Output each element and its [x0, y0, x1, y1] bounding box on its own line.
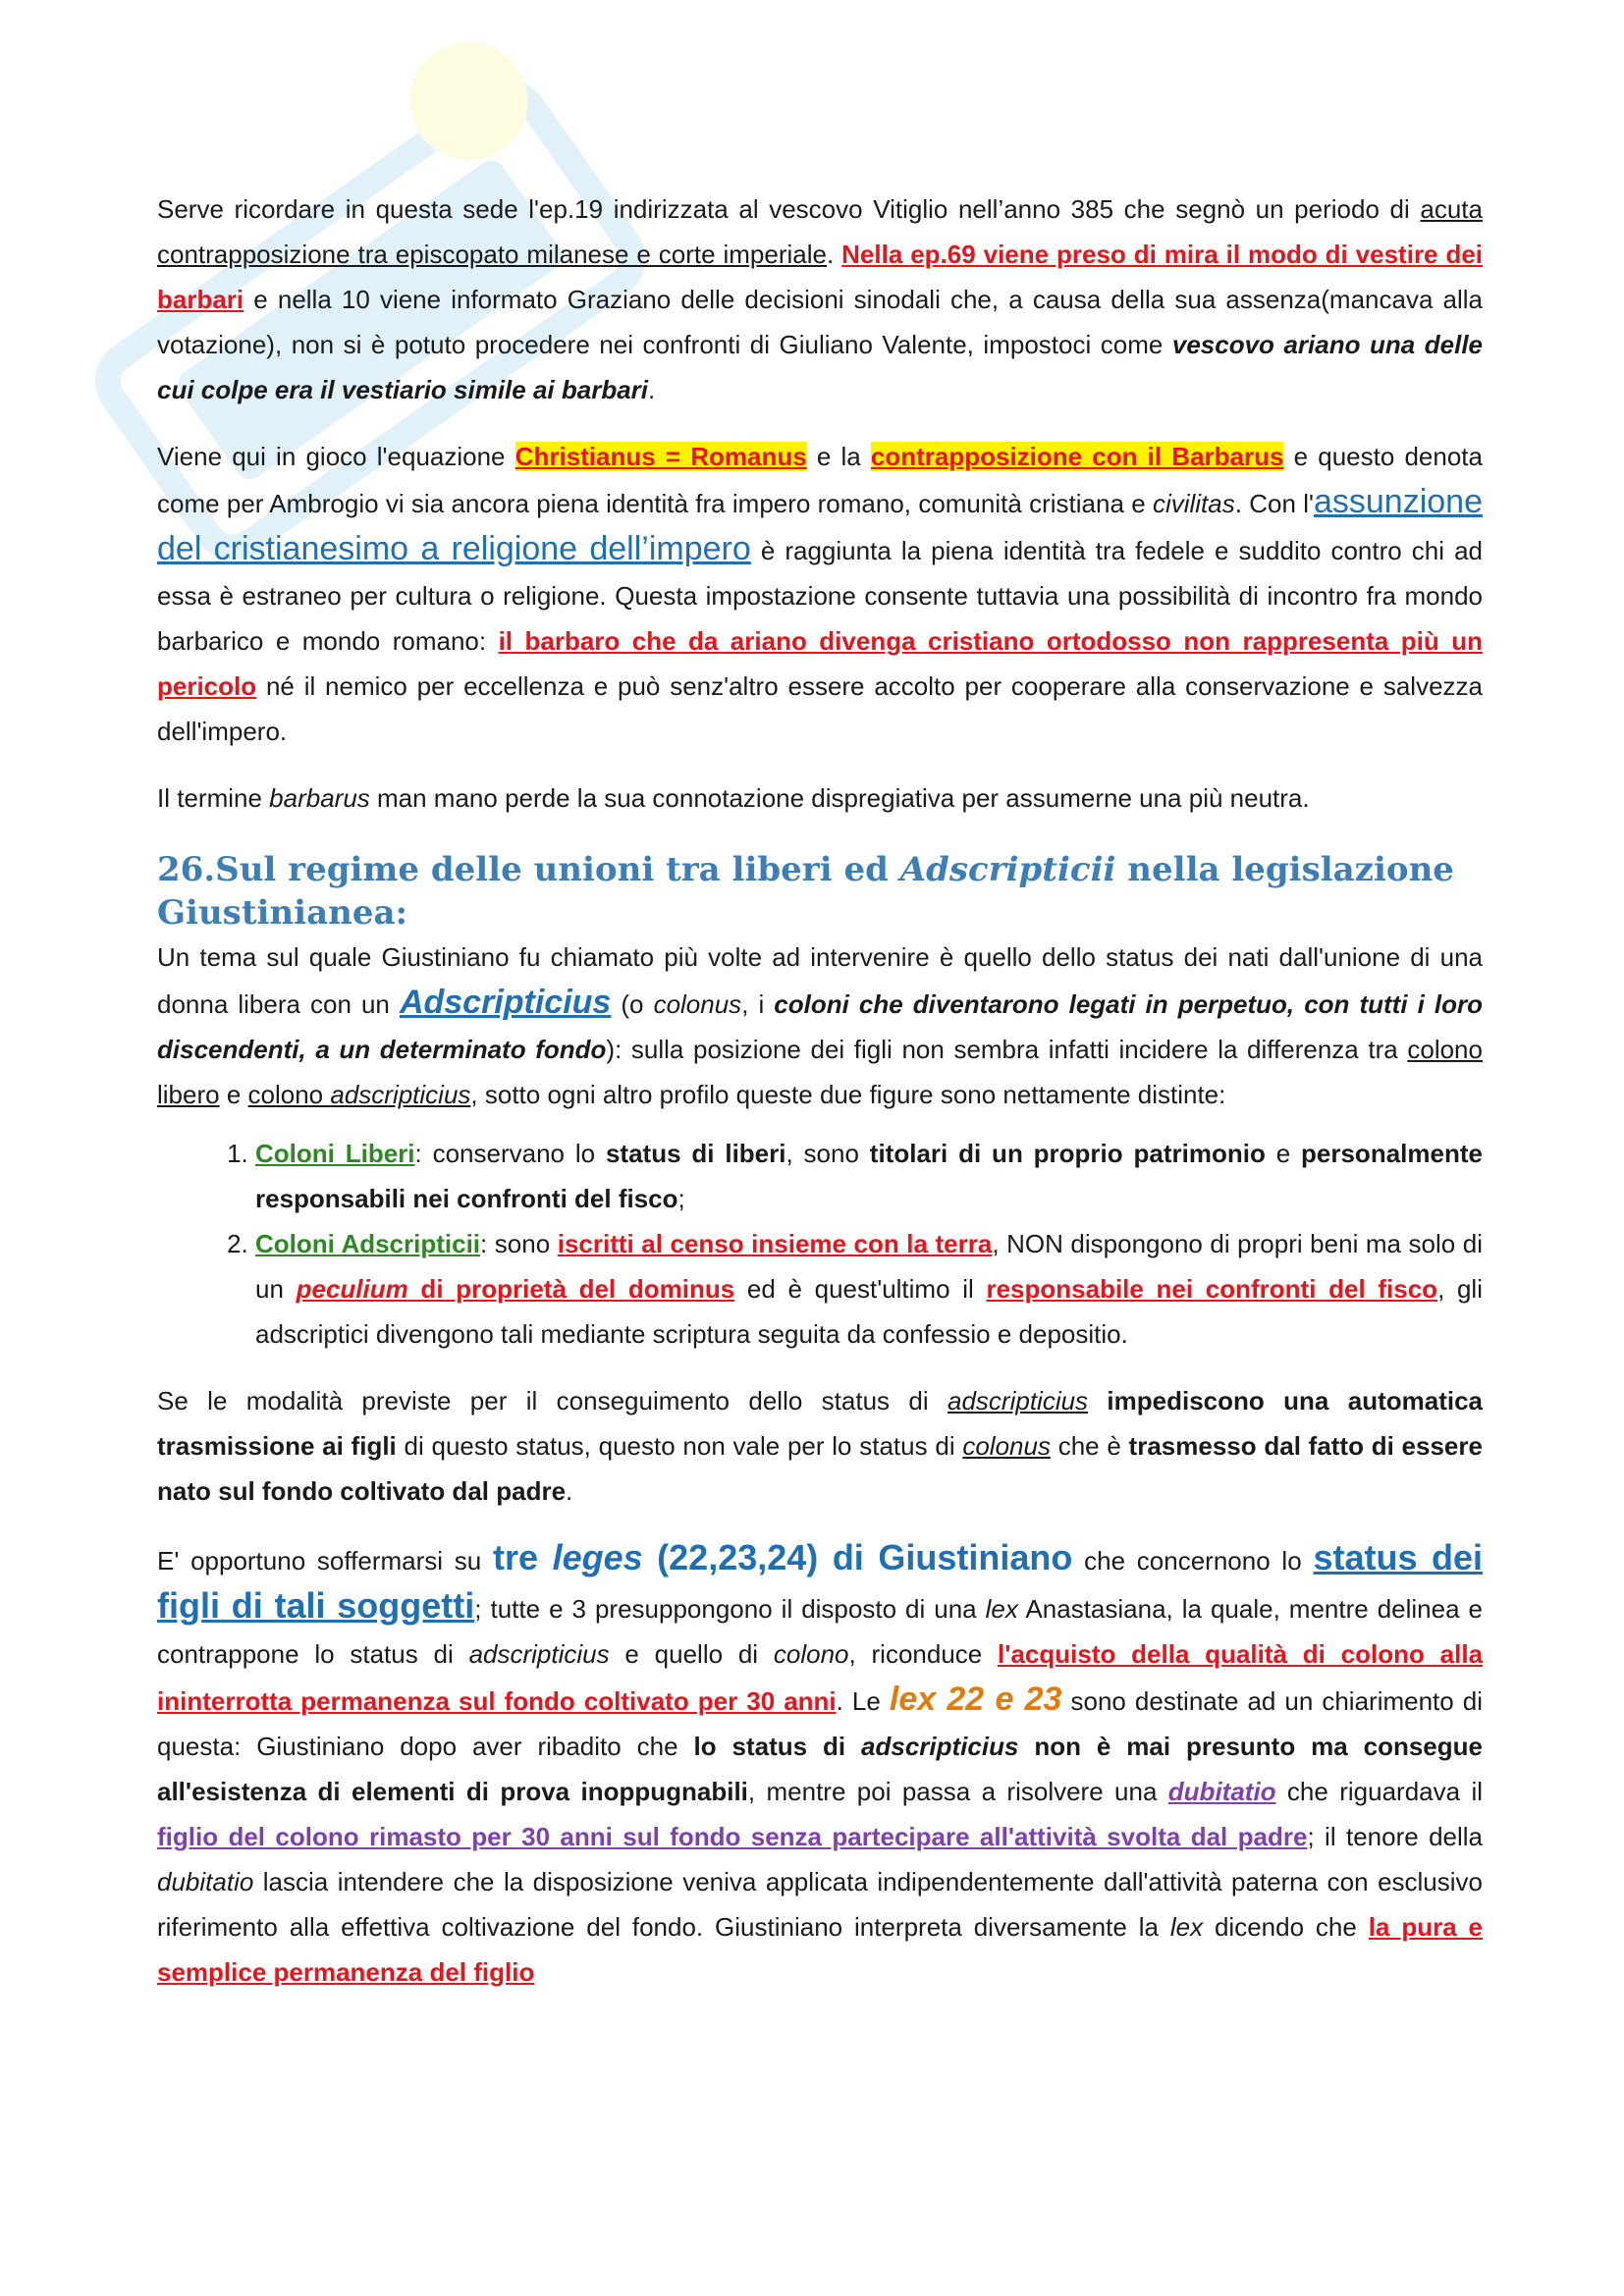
list-item: 1. Coloni Liberi: conservano lo status di liberi, sono titolari di un proprio patrimonio e personalmente responsabili nei confronti del fisco; — [255, 1131, 1483, 1221]
document-page — [157, 187, 1483, 1995]
paragraph-5: Se le modalità previste per il conseguimento dello status di adscripticius impediscono una automatica trasmissione ai figli di questo status, questo non vale per lo status di colonus che è trasmesso dal fatto di essere nato sul fondo coltivato dal padre. — [157, 1386, 1483, 1506]
list-item: 2. Coloni Adscripticii: sono iscritti al censo insieme con la terra, NON dispongono di propri beni ma solo di un peculium di proprietà del dominus ed è quest'ultimo il responsabile nei confronti del fisco, gli adscriptici divengono tali mediante scriptura seguita da confessio e depositio. — [255, 1221, 1483, 1357]
colonus-list — [157, 1131, 1483, 1357]
paragraph-1: Serve ricordare in questa sede l'ep.19 indirizzata al vescovo Vitiglio nell’anno 385 che segnò un periodo di acuta contrapposizione tra episcopato milanese e corte imperiale. Nella ep.69 viene preso di mira il modo di vestire dei barbari e nella 10 viene informato Graziano delle decisioni sinodali che, a causa della sua assenza(mancava alla votazione), non si è potuto procedere nei confronti di Giuliano Valente, impostoci come vescovo ariano una delle cui colpe era il vestiario simile ai barbari. — [157, 194, 1484, 404]
paragraph-2: Viene qui in gioco l'equazione Christianus = Romanus e la contrapposizione con il Barbarus e questo denota come per Ambrogio vi sia ancora piena identità fra impero romano, comunità cristiana e civilitas. Con l'assunzione del cristianesimo a religione dell’impero è raggiunta la piena identità tra fedele e suddito contro chi ad essa è estraneo per cultura o religione. Questa impostazione consente tuttavia una possibilità di incontro fra mondo barbarico e mondo romano: il barbaro che da ariano divenga cristiano ortodosso non rappresenta più un pericolo né il nemico per eccellenza e può senz'altro essere accolto per cooperare alla conservazione e salvezza dell'impero. — [157, 442, 1484, 746]
section-heading: 26.Sul regime delle unioni tra liberi ed Adscripticii nella legislazione Giustinianea: — [157, 850, 1454, 933]
paragraph-3: Il termine barbarus man mano perde la sua connotazione dispregiativa per assumerne una più neutra. — [157, 783, 1310, 813]
paragraph-4: Un tema sul quale Giustiniano fu chiamato più volte ad intervenire è quello dello status dei nati dall'unione di una donna libera con un Adscripticius (o colonus, i coloni che diventarono legati in perpetuo, con tutti i loro discendenti, a un determinato fondo): sulla posizione dei figli non sembra infatti incidere la differenza tra colono libero e colono adscripticius, sotto ogni altro profilo queste due figure sono nettamente distinte: — [157, 942, 1483, 1109]
paragraph-6: E' opportuno soffermarsi su tre leges (22,23,24) di Giustiniano che concernono lo status dei figli di tali soggetti; tutte e 3 presuppongono il disposto di una lex Anastasiana, la quale, mentre delinea e contrappone lo status di adscripticius e quello di colono, riconduce l'acquisto della qualità di colono alla ininterrotta permanenza sul fondo coltivato per 30 anni. Le lex 22 e 23 sono destinate ad un chiarimento di questa: Giustiniano dopo aver ribadito che lo status di adscripticius non è mai presunto ma consegue all'esistenza di elementi di prova inoppugnabili, mentre poi passa a risolvere una dubitatio che riguardava il figlio del colono rimasto per 30 anni sul fondo senza partecipare all'attività svolta dal padre; il tenore della dubitatio lascia intendere che la disposizione veniva applicata indipendentemente dall'attività paterna con esclusivo riferimento alla effettiva coltivazione del fondo. Giustiniano interpreta diversamente la lex dicendo che la pura e semplice permanenza del figlio — [157, 1537, 1484, 1987]
